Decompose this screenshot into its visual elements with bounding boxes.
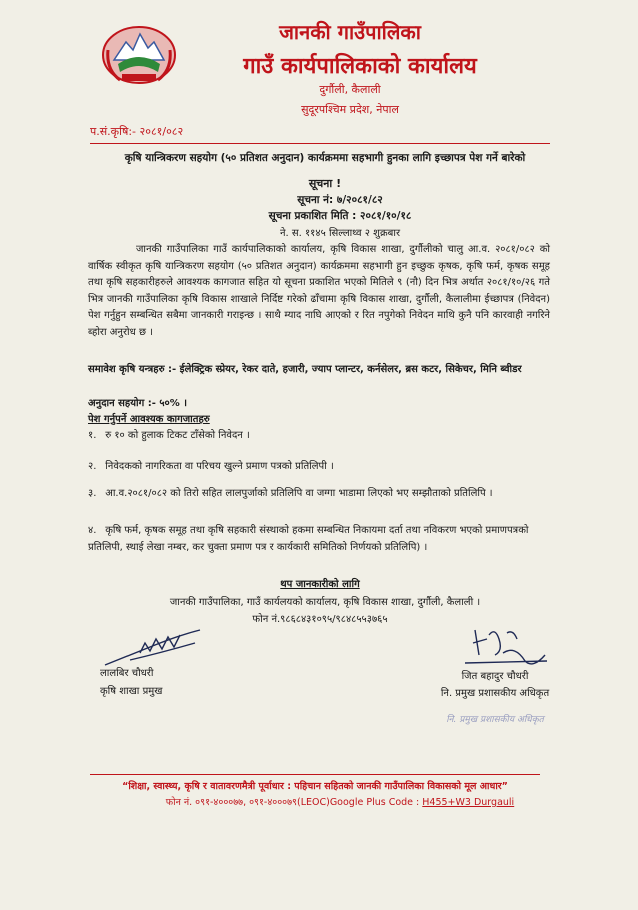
office-name: गाउँ कार्यपालिकाको कार्यालय [243,54,477,79]
equipment-list: समावेश कृषि यन्त्रहरु :- ईलेक्ट्रिक स्प्रेयर, रेकर दाते, हजारी, ज्याप प्लान्टर, कर्नसेलर, ब्रस कटर, सिकेचर, मिनि ब्वीडर [88,364,522,375]
doc-item-text: निवेदकको नागरिकता वा परिचय खुल्ने प्रमाण पत्रको प्रतिलिपी । [105,461,334,472]
left-signature-icon [100,625,210,670]
left-signatory-role: कृषि शाखा प्रमुख [100,686,163,697]
doc-item [88,523,550,556]
left-signatory-name: लालबिर चौधरी [100,668,154,679]
doc-item-text: रु १० को हुलाक टिकट टाँसेको निवेदन । [105,430,250,441]
more-info-office: जानकी गाउँपालिका, गाउँ कार्यलयको कार्यालय, कृषि विकास शाखा, दुर्गौली, कैलाली । [169,597,481,608]
doc-item-number: १. [88,430,97,441]
right-signatory-role: नि. प्रमुख प्रशासकीय अधिकृत [440,688,550,699]
doc-item-number: २. [88,461,97,472]
office-place: दुर्गौली, कैलाली [319,83,381,96]
grant-amount: अनुदान सहयोग :- ५०% । [88,398,188,409]
more-info-phone: फोन नं.९८६८४३१०९५/९८४८५५३७६५ [252,614,388,625]
footer-plus-code: H455+W3 Durgauli [422,797,515,808]
notice-body: जानकी गाउँपालिका गाउँ कार्यपालिकाको कार्यालय, कृषि विकास शाखा, दुर्गौलीको चालु आ.व. २०८१/०८२ को वार्षिक स्वीकृत कृषि यान्त्रिकरण सहयोग (५० प्रतिशत अनुदान) कार्यक्रममा सहभागी हुन इच्छुक कृषक, कृषि फर्म, कृषक समूह तथा कृषि सहकारीहरुले आवश्यक कागजात सहित यो सूचना प्रकाशित भएको मितिले ९ (नौ) दिन भित्र अर्थात २०८१/१०/२६ गते भित्र जानकी गाउँपालिका कृषि विकास शाखाले निर्दिष्ट गरेको ढाँचामा कृषि विकास शाखा, दुर्गौली, कैलालीमा ईच्छापत्र (निवेदन) पेश गर्नुहुन सम्बन्धित सबैमा जानकारी गराइन्छ । साथै म्याद नाघि आएको र रित नपुगेको निवेदन माथि कुनै पनि कारवाही नगरिने ब्होरा अनुरोध छ । [88,244,551,338]
more-info-heading: थप जानकारीको लागि [280,579,360,590]
nepal-samvat-date: ने. स. ११४५ सिल्लाथ्व २ शुक्रबार [279,228,401,239]
office-province: सुदूरपश्चिम प्रदेश, नेपाल [301,103,399,116]
header-divider [90,143,550,144]
doc-item-number: ३. [88,488,97,499]
reference-number: प.सं.कृषि:- २०८१/०८२ [90,125,184,138]
notice-number: सूचना नं: ७/२०८१/८२ [297,194,383,206]
footer-phone: फोन नं. ०९१-४०००७७, ०९१-४०००७९(LEOC)Google Plus Code : [165,797,420,808]
nepal-emblem-icon [100,20,178,86]
doc-item [88,428,550,445]
footer-divider [90,774,540,775]
doc-item-number: ४. [88,525,97,536]
doc-item [88,459,550,476]
right-signatory-name: जित बहादुर चौधरी [461,671,529,682]
official-stamp: नि. प्रमुख प्रशासकीय अधिकृत [446,715,544,725]
notice-subject: कृषि यान्त्रिकरण सहयोग (५० प्रतिशत अनुदान) कार्यक्रममा सहभागी हुनका लागि इच्छापत्र पेश गर्ने बारेको [124,152,526,164]
doc-item [88,486,550,503]
doc-item-text: कृषि फर्म, कृषक समूह तथा कृषि सहकारी संस्थाको हकमा सम्बन्धित निकायमा दर्ता तथा नविकरण भएको प्रमाणपत्रको प्रतिलिपी, स्थाई लेखा नम्बर, कर चुक्ता प्रमाण पत्र र कार्यकारी समितिको निर्णयको प्रतिलिपि) । [88,525,529,553]
published-date: सूचना प्रकाशित मिति : २०८१/१०/१८ [268,210,412,222]
footer-contact [140,795,540,808]
footer-motto: “शिक्षा, स्वास्थ्य, कृषि र वातावरणमैत्री पूर्वाधार : पहिचान सहितको जानकी गाउँपालिका विकासको मूल आधार” [122,781,508,792]
required-docs-heading: पेश गर्नुपर्ने आवश्यक कागजातहरु [88,414,210,425]
notice-heading: सूचना ! [308,177,342,190]
municipality-name: जानकी गाउँपालिका [279,20,421,44]
doc-item-text: आ.व.२०८१/०८२ को तिरो सहित लालपुर्जाको प्रतिलिपि वा जग्गा भाडामा लिएको भए सम्झौताको प्रतिलिपि । [105,488,493,499]
